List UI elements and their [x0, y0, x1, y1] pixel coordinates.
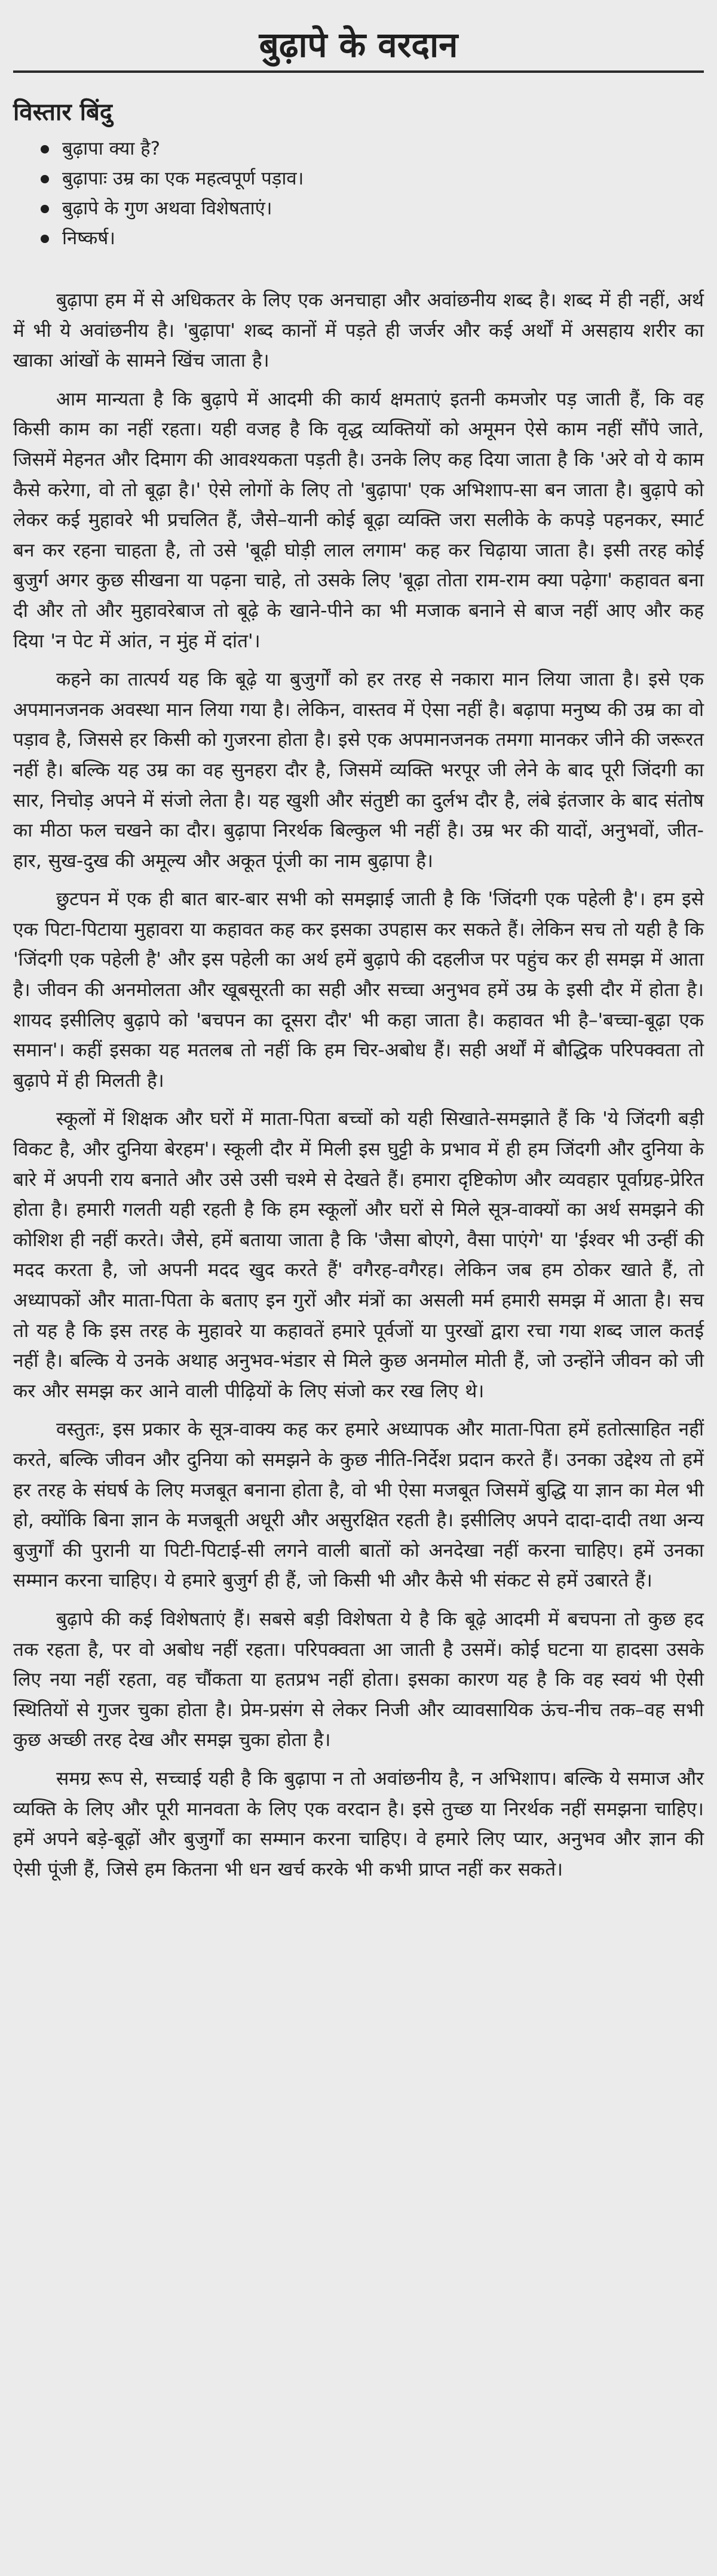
- paragraph: वस्तुतः, इस प्रकार के सूत्र-वाक्य कह कर हमारे अध्यापक और माता-पिता हमें हतोत्साहित नहीं करते, बल्कि जीवन और दुनिया को समझने के कुछ नीति-निर्देश प्रदान करते हैं। उनका उद्देश्य तो हमें हर तरह के संघर्ष के लिए मजबूत बनाना होता है, वो भी ऐसा मजबूत जिसमें बुद्धि या ज्ञान का मेल भी हो, क्योंकि बिना ज्ञान के मजबूती अधूरी और असुरक्षित रहती है। इसीलिए अपने दादा-दादी तथा अन्य बुजुर्गों की पुरानी या पिटी-पिटाई-सी लगने वाली बातों को अनदेखा नहीं करना चाहिए। हमें उनका सम्मान करना चाहिए। ये हमारे बुजुर्ग ही हैं, जो किसी भी और कैसे भी संकट से हमें उबारते हैं।: [13, 1419, 704, 1592]
- outline-item: [62, 193, 704, 223]
- page-title: बुढ़ापे के वरदान: [259, 24, 458, 65]
- paragraph: कहने का तात्पर्य यह कि बूढ़े या बुजुर्गों को हर तरह से नकारा मान लिया जाता है। इसे एक अपमानजनक अवस्था मान लिया गया है। लेकिन, वास्तव में ऐसा नहीं है। बढ़ापा मनुष्य की उम्र का वो पड़ाव है, जिससे हर किसी को गुजरना होता है। इसे एक अपमानजनक तमगा मानकर जीने की जरूरत नहीं है। बल्कि यह उम्र का वह सुनहरा दौर है, जिसमें व्यक्ति भरपूर जी लेने के बाद पूरी जिंदगी का सार, निचोड़ अपने में संजो लेता है। यह खुशी और संतुष्टी का दुर्लभ दौर है, लंबे इंतजार के बाद संतोष का मीठा फल चखने का दौर। बुढ़ापा निरर्थक बिल्कुल भी नहीं है। उम्र भर की यादों, अनुभवों, जीत-हार, सुख-दुख की अमूल्य और अकूत पूंजी का नाम बुढ़ापा है।: [13, 669, 704, 872]
- title-divider: [13, 70, 704, 73]
- outline-item: [62, 134, 704, 164]
- bullet-icon: [41, 175, 49, 183]
- outline-list: [13, 134, 704, 253]
- paragraph: बुढ़ापा हम में से अधिकतर के लिए एक अनचाहा और अवांछनीय शब्द है। शब्द में ही नहीं, अर्थ में भी ये अवांछनीय है। 'बुढ़ापा' शब्द कानों में पड़ते ही जर्जर और कई अर्थों में असहाय शरीर का खाका आंखों के सामने खिंच जाता है।: [13, 290, 704, 372]
- paragraph: बुढ़ापे की कई विशेषताएं हैं। सबसे बड़ी विशेषता ये है कि बूढ़े आदमी में बचपना तो कुछ हद तक रहता है, पर वो अबोध नहीं रहता। परिपक्वता आ जाती है उसमें। कोई घटना या हादसा उसके लिए नया नहीं रहता, वह चौंकता या हतप्रभ नहीं होता। इसका कारण यह है कि वह स्वयं भी ऐसी स्थितियों से गुजर चुका होता है। प्रेम-प्रसंग से लेकर निजी और व्यावसायिक ऊंच-नीच तक–वह सभी कुछ अच्छी तरह देख और समझ चुका होता है।: [13, 1608, 704, 1751]
- outline-item-text: बुढ़ापे के गुण अथवा विशेषताएं।: [62, 198, 272, 219]
- bullet-icon: [41, 205, 49, 213]
- outline-item-text: निष्कर्ष।: [62, 228, 116, 249]
- paragraph: छुटपन में एक ही बात बार-बार सभी को समझाई जाती है कि 'जिंदगी एक पहेली है'। हम इसे एक पिटा-पिटाया मुहावरा या कहावत कह कर इसका उपहास कर सकते हैं। लेकिन सच तो यही है कि 'जिंदगी एक पहेली है' और इस पहेली का अर्थ हमें बुढ़ापे की दहलीज पर पहुंच कर ही समझ में आता है। जीवन की अनमोलता और खूबसूरती का सही और सच्चा अनुभव हमें उम्र के इसी दौर में होता है। शायद इसीलिए बुढ़ापे को 'बचपन का दूसरा दौर' भी कहा जाता है। कहावत भी है–'बच्चा-बूढ़ा एक समान'। कहीं इसका यह मतलब तो नहीं कि हम चिर-अबोध हैं। सही अर्थों में बौद्धिक परिपक्वता तो बुढ़ापे में ही मिलती है।: [13, 889, 704, 1092]
- outline-item: [62, 164, 704, 193]
- paragraph: समग्र रूप से, सच्चाई यही है कि बुढ़ापा न तो अवांछनीय है, न अभिशाप। बल्कि ये समाज और व्यक्ति के लिए और पूरी मानवता के लिए एक वरदान है। इसे तुच्छ या निरर्थक नहीं समझना चाहिए। हमें अपने बड़े-बूढ़ों और बुजुर्गों का सम्मान करना चाहिए। वे हमारे लिए प्यार, अनुभव और ज्ञान की ऐसी पूंजी हैं, जिसे हम कितना भी धन खर्च करके भी कभी प्राप्त नहीं कर सकते।: [13, 1767, 704, 1880]
- bullet-icon: [41, 235, 49, 243]
- paragraph: स्कूलों में शिक्षक और घरों में माता-पिता बच्चों को यही सिखाते-समझाते हैं कि 'ये जिंदगी बड़ी विकट है, और दुनिया बेरहम'। स्कूली दौर में मिली इस घुट्टी के प्रभाव में ही हम जिंदगी और दुनिया के बारे में अपनी राय बनाते और उसे उसी चश्मे से देखते हैं। हमारा दृष्टिकोण और व्यवहार पूर्वाग्रह-प्रेरित होता है। हमारी गलती यही रहती है कि हम स्कूलों और घरों से मिले सूत्र-वाक्यों का अर्थ समझने की कोशिश ही नहीं करते। जैसे, हमें बताया जाता है कि 'जैसा बोएगे, वैसा पाएंगे' या 'ईश्वर भी उन्हीं की मदद करता है, जो अपनी मदद खुद करते हैं' वगैरह-वगैरह। लेकिन जब हम ठोकर खाते हैं, तो अध्यापकों और माता-पिता के बताए इन गुरों और मंत्रों का असली मर्म हमारी समझ में आता है। सच तो यह है कि इस तरह के मुहावरे या कहावतें हमारे पूर्वजों या पुरखों द्वारा रचा गया शब्द जाल कतई नहीं है। बल्कि ये उनके अथाह अनुभव-भंडार से मिले कुछ अनमोल मोती हैं, जो उन्होंने जीवन को जी कर और समझ कर आने वाली पीढ़ियों के लिए संजो कर रख लिए थे।: [13, 1108, 704, 1402]
- outline-heading: विस्तार बिंदु: [13, 99, 113, 126]
- outline-item-text: बुढ़ापा क्या है?: [62, 138, 161, 159]
- paragraph: आम मान्यता है कि बुढ़ापे में आदमी की कार्य क्षमताएं इतनी कमजोर पड़ जाती हैं, कि वह किसी काम का नहीं रहता। यही वजह है कि वृद्ध व्यक्तियों को अमूमन ऐसे काम नहीं सौंपे जाते, जिसमें मेहनत और दिमाग की आवश्यकता पड़ती है। उनके लिए कह दिया जाता है कि 'अरे वो ये काम कैसे करेगा, वो तो बूढ़ा है।' ऐसे लोगों के लिए तो 'बुढ़ापा' एक अभिशाप-सा बन जाता है। बुढ़ापे को लेकर कई मुहावरे भी प्रचलित हैं, जैसे–यानी कोई बूढ़ा व्यक्ति जरा सलीके के कपड़े पहनकर, स्मार्ट बन कर रहना चाहता है, तो उसे 'बूढ़ी घोड़ी लाल लगाम' कह कर चिढ़ाया जाता है। इसी तरह कोई बुजुर्ग अगर कुछ सीखना या पढ़ना चाहे, तो उसके लिए 'बूढ़ा तोता राम-राम क्या पढ़ेगा' कहावत बना दी और तो और मुहावरेबाज तो बूढ़े के खाने-पीने का भी मजाक बनाने से बाज नहीं आए और कह दिया 'न पेट में आंत, न मुंह में दांत'।: [13, 388, 704, 652]
- bullet-icon: [41, 145, 49, 153]
- outline-item-text: बुढ़ापाः उम्र का एक महत्वपूर्ण पड़ाव।: [62, 168, 304, 189]
- outline-item: [62, 223, 704, 253]
- essay-body: [13, 285, 704, 1885]
